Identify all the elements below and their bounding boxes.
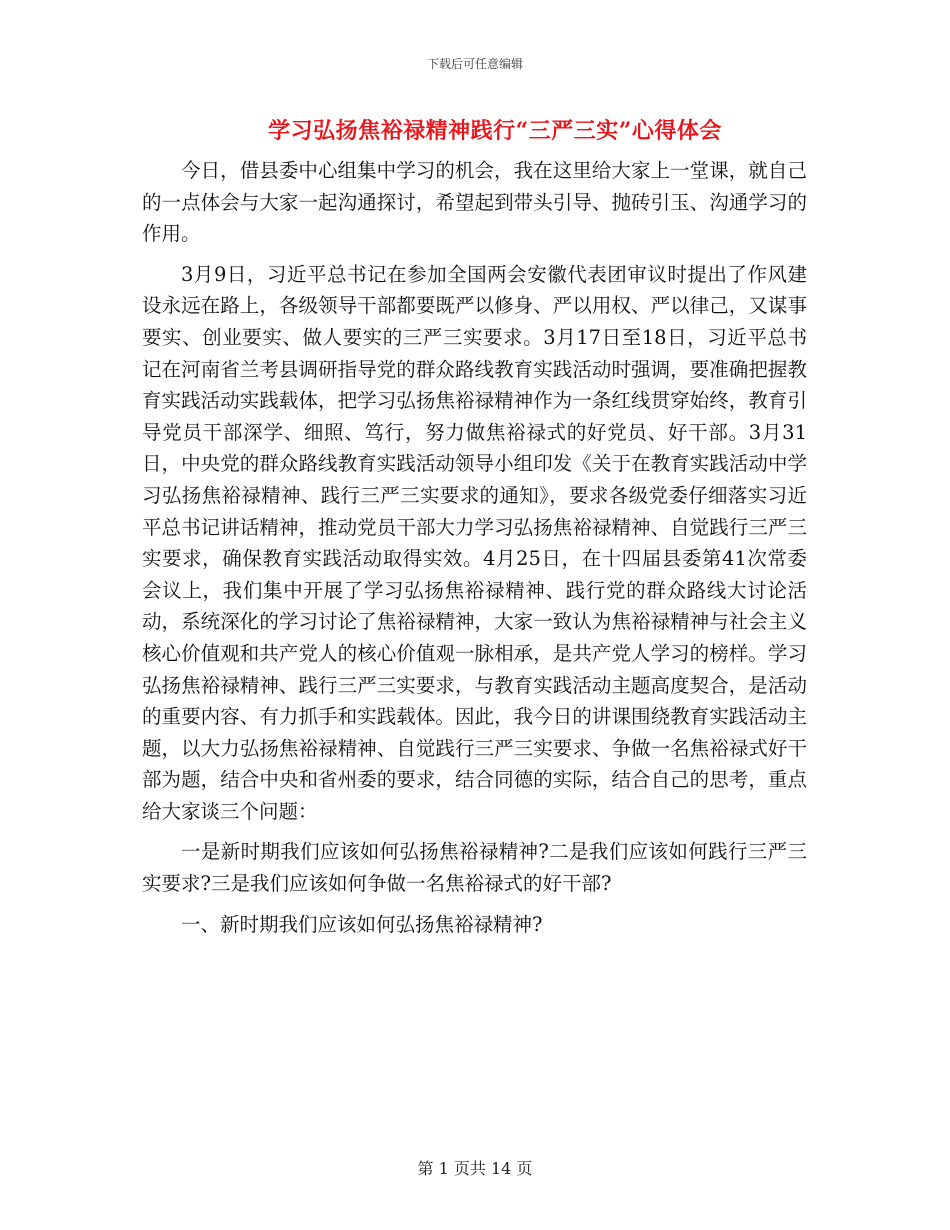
page-number: 第 1 页共 14 页 — [417, 1159, 533, 1178]
section-heading: 一、新时期我们应该如何弘扬焦裕禄精神? — [181, 912, 543, 936]
paragraph: 今日，借县委中心组集中学习的机会，我在这里给大家上一堂课，就自己的一点体会与大家一起沟通探讨，希望起到带头引导、抛砖引玉、沟通学习的作用。 — [142, 159, 807, 246]
document-body — [142, 155, 807, 949]
page-header-note: 下载后可任意编辑 — [426, 57, 523, 71]
paragraph: 3月9日，习近平总书记在参加全国两会安徽代表团审议时提出了作风建设永远在路上，各级领导干部都要既严以修身、严以用权、严以律己，又谋事要实、创业要实、做人要实的三严三实要求。3月17日至18日，习近平总书记在河南省兰考县调研指导党的群众路线教育实践活动时强调，要准确把握教育实践活动实践载体，把学习弘扬焦裕禄精神作为一条红线贯穿始终，教育引导党员干部深学、细照、笃行，努力做焦裕禄式的好党员、好干部。3月31日，中央党的群众路线教育实践活动领导小组印发《关于在教育实践活动中学习弘扬焦裕禄精神、践行三严三实要求的通知》，要求各级党委仔细落实习近平总书记讲话精神，推动党员干部大力学习弘扬焦裕禄精神、自觉践行三严三实要求，确保教育实践活动取得实效。4月25日，在十四届县委第41次常委会议上，我们集中开展了学习弘扬焦裕禄精神、践行党的群众路线大讨论活动，系统深化的学习讨论了焦裕禄精神，大家一致认为焦裕禄精神与社会主义核心价值观和共产党人的核心价值观一脉相承，是共产党人学习的榜样。学习弘扬焦裕禄精神、践行三严三实要求，与教育实践活动主题高度契合，是活动的重要内容、有力抓手和实践载体。因此，我今日的讲课围绕教育实践活动主题，以大力弘扬焦裕禄精神、自觉践行三严三实要求、争做一名焦裕禄式好干部为题，结合中央和省州委的要求，结合同德的实际，结合自己的思考，重点给大家谈三个问题： — [142, 262, 807, 823]
paragraph: 一是新时期我们应该如何弘扬焦裕禄精神?二是我们应该如何践行三严三实要求?三是我们应该如何争做一名焦裕禄式的好干部? — [142, 840, 807, 896]
document-title: 学习弘扬焦裕禄精神践行“三严三实”心得体会 — [268, 118, 722, 144]
